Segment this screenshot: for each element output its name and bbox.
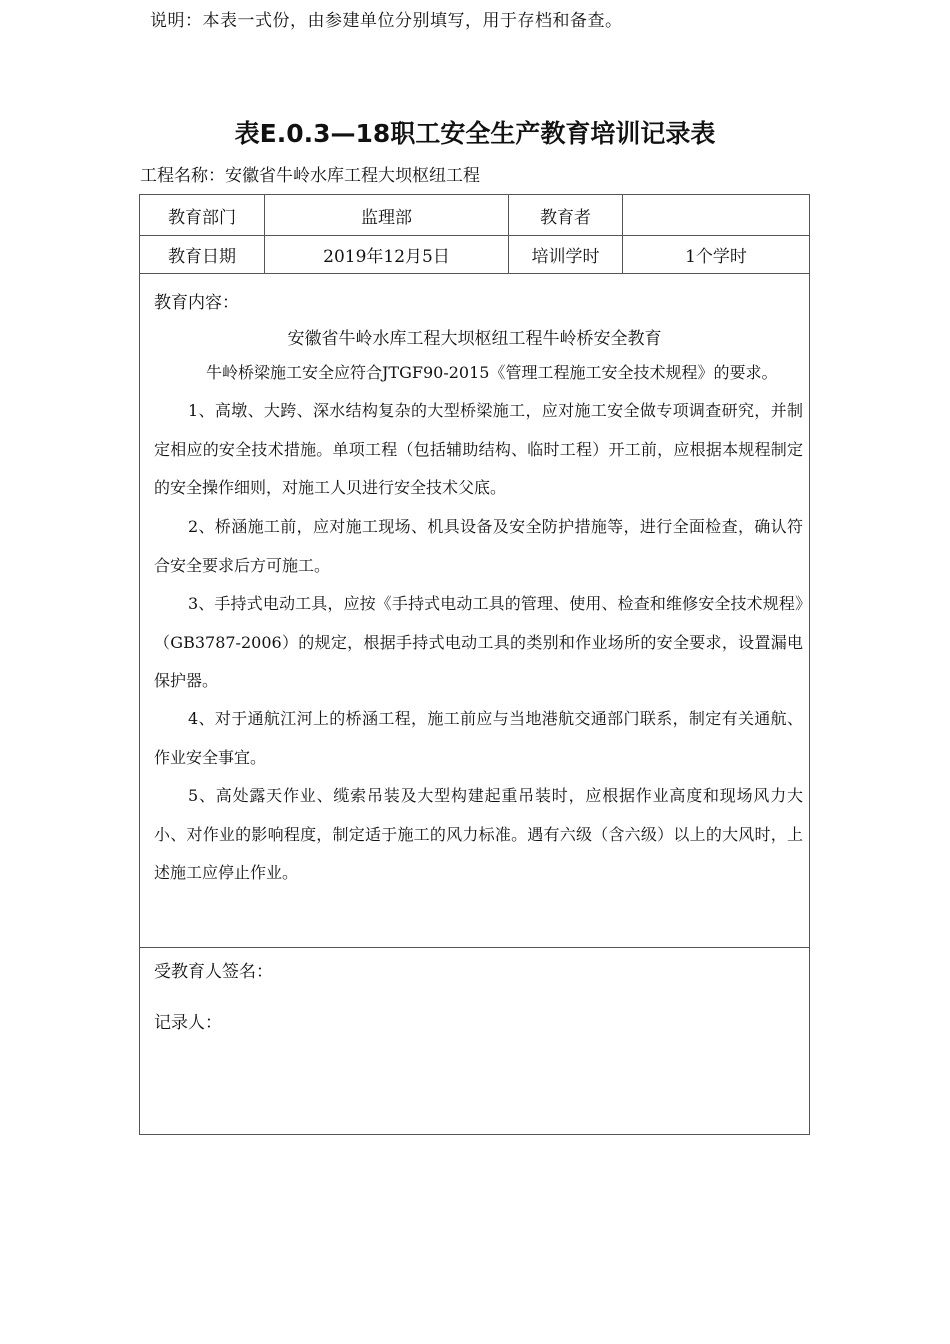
content-item-4: 4、对于通航江河上的桥涵工程，施工前应与当地港航交通部门联系，制定有关通航、作业安全事宜。 (154, 709, 803, 767)
dept-label: 教育部门 (140, 195, 265, 235)
content-item-3: 3、手持式电动工具，应按《手持式电动工具的管理、使用、检查和维修安全技术规程》（GB3787-2006）的规定，根据手持式电动工具的类别和作业场所的安全要求，设置漏电保护器。 (154, 594, 803, 690)
educator-label: 教育者 (509, 195, 623, 235)
form-title: 表E.0.3—18职工安全生产教育培训记录表 (234, 119, 716, 148)
row-department (140, 195, 809, 236)
row-date (140, 236, 809, 274)
date-label: 教育日期 (140, 236, 265, 273)
project-name: 工程名称：安徽省牛岭水库工程大坝枢纽工程 (140, 166, 480, 186)
form-note: 说明：本表一式份，由参建单位分别填写，用于存档和备查。 (150, 11, 623, 31)
content-item-2: 2、桥涵施工前，应对施工现场、机具设备及安全防护措施等，进行全面检查，确认符合安全要求后方可施工。 (154, 517, 803, 575)
dept-value: 监理部 (265, 195, 509, 235)
date-value: 2019年12月5日 (265, 236, 509, 273)
signers-label: 受教育人签名： (154, 962, 273, 982)
record-form (139, 194, 810, 1135)
educator-value (623, 195, 809, 235)
recorder-label: 记录人： (154, 1013, 222, 1033)
hours-label: 培训学时 (509, 236, 623, 273)
content-item-1: 1、高墩、大跨、深水结构复杂的大型桥梁施工，应对施工安全做专项调查研究，并制定相应的安全技术措施。单项工程（包括辅助结构、临时工程）开工前，应根据本规程制定的安全操作细则，对施工人贝进行安全技术父底。 (154, 401, 803, 497)
content-subtitle: 安徽省牛岭水库工程大坝枢纽工程牛岭桥安全教育 (287, 329, 662, 349)
content-label: 教育内容： (154, 293, 239, 313)
content-item-5: 5、高处露天作业、缆索吊装及大型构建起重吊装时，应根据作业高度和现场风力大小、对作业的影响程度，制定适于施工的风力标准。遇有六级（含六级）以上的大风时，上述施工应停止作业。 (154, 786, 803, 882)
hours-value: 1个学时 (685, 247, 747, 267)
content-intro: 牛岭桥梁施工安全应符合JTGF90-2015《管理工程施工安全技术规程》的要求。 (206, 363, 778, 382)
